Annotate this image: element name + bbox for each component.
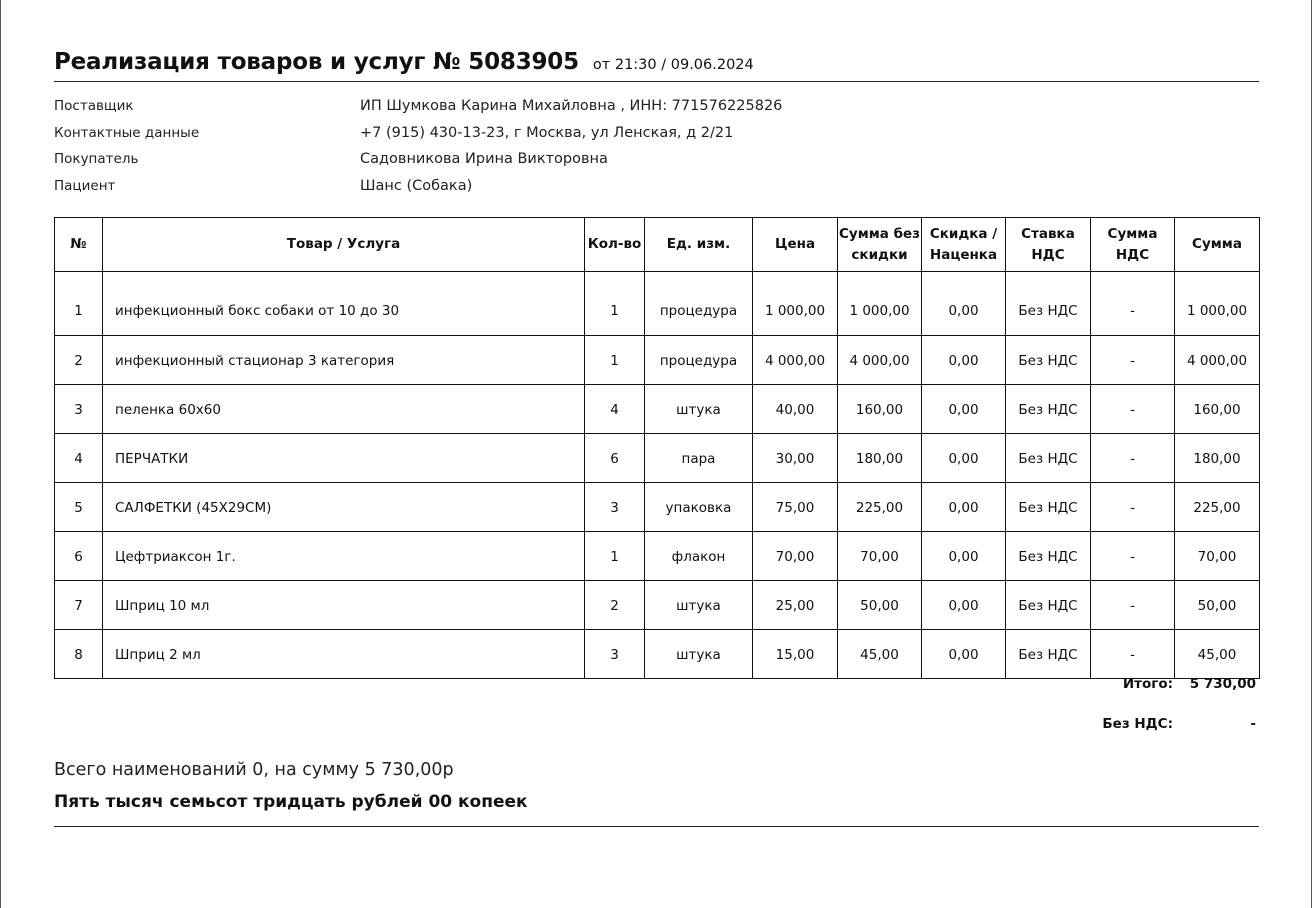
cell-price: 75,00 — [753, 483, 838, 532]
header-line: Сумма без — [838, 225, 920, 242]
cell-vat-sum: - — [1091, 272, 1175, 336]
cell-total: 4 000,00 — [1175, 336, 1260, 385]
cell-qty: 1 — [585, 336, 645, 385]
cell-name: Цефтриаксон 1г. — [103, 532, 585, 581]
document-date: от 21:30 / 09.06.2024 — [592, 57, 754, 73]
cell-total: 70,00 — [1175, 532, 1260, 581]
cell-unit: штука — [645, 581, 753, 630]
cell-vat-rate: Без НДС — [1006, 272, 1091, 336]
cell-vat-sum: - — [1091, 532, 1175, 581]
cell-sum-no-discount: 1 000,00 — [838, 272, 922, 336]
cell-unit: пара — [645, 434, 753, 483]
cell-vat-sum: - — [1091, 336, 1175, 385]
summary — [54, 760, 1259, 827]
table-header-row — [55, 218, 1260, 272]
cell-qty: 6 — [585, 434, 645, 483]
header-discount — [922, 218, 1006, 272]
header-vat-rate — [1006, 218, 1091, 272]
header-line: НДС — [1115, 246, 1150, 263]
cell-price: 40,00 — [753, 385, 838, 434]
total-label: Итого: — [1122, 676, 1173, 692]
cell-vat-sum: - — [1091, 385, 1175, 434]
cell-vat-rate: Без НДС — [1006, 336, 1091, 385]
table-row — [55, 336, 1260, 385]
cell-total: 180,00 — [1175, 434, 1260, 483]
table-row — [55, 630, 1260, 679]
cell-total: 160,00 — [1175, 385, 1260, 434]
cell-sum-no-discount: 160,00 — [838, 385, 922, 434]
document-info — [54, 98, 1259, 205]
cell-name: Шприц 10 мл — [103, 581, 585, 630]
cell-sum-no-discount: 50,00 — [838, 581, 922, 630]
info-row-patient — [54, 178, 1259, 205]
cell-vat-sum: - — [1091, 483, 1175, 532]
cell-sum-no-discount: 70,00 — [838, 532, 922, 581]
info-label: Контактные данные — [54, 124, 200, 141]
table-row — [55, 581, 1260, 630]
document-title: Реализация товаров и услуг № 5083905 — [54, 49, 579, 75]
header-line: НДС — [1031, 246, 1065, 263]
cell-total: 1 000,00 — [1175, 272, 1260, 336]
header-vat-sum — [1091, 218, 1175, 272]
cell-price: 15,00 — [753, 630, 838, 679]
header-qty: Кол-во — [585, 218, 645, 272]
cell-vat-sum: - — [1091, 581, 1175, 630]
cell-num: 5 — [55, 483, 103, 532]
cell-discount: 0,00 — [922, 434, 1006, 483]
table-row — [55, 483, 1260, 532]
cell-qty: 1 — [585, 272, 645, 336]
cell-num: 2 — [55, 336, 103, 385]
cell-discount: 0,00 — [922, 483, 1006, 532]
cell-name: Шприц 2 мл — [103, 630, 585, 679]
cell-unit: процедура — [645, 272, 753, 336]
header-price: Цена — [753, 218, 838, 272]
cell-num: 1 — [55, 272, 103, 336]
cell-name: инфекционный бокс собаки от 10 до 30 — [103, 272, 585, 336]
cell-unit: флакон — [645, 532, 753, 581]
cell-total: 50,00 — [1175, 581, 1260, 630]
cell-price: 4 000,00 — [753, 336, 838, 385]
cell-qty: 1 — [585, 532, 645, 581]
cell-num: 7 — [55, 581, 103, 630]
header-num: № — [55, 218, 103, 272]
cell-num: 6 — [55, 532, 103, 581]
info-value: Шанс (Собака) — [360, 178, 473, 195]
cell-discount: 0,00 — [922, 630, 1006, 679]
cell-unit: штука — [645, 385, 753, 434]
info-value: ИП Шумкова Карина Михайловна , ИНН: 771576225826 — [360, 98, 783, 114]
cell-vat-sum: - — [1091, 630, 1175, 679]
cell-price: 25,00 — [753, 581, 838, 630]
cell-qty: 3 — [585, 630, 645, 679]
cell-unit: процедура — [645, 336, 753, 385]
cell-vat-rate: Без НДС — [1006, 483, 1091, 532]
header-sum-no-discount — [838, 218, 922, 272]
header-line: Сумма — [1107, 225, 1158, 242]
table-row — [55, 272, 1260, 336]
info-value: Садовникова Ирина Викторовна — [360, 151, 608, 168]
document-header — [54, 49, 1259, 82]
cell-num: 3 — [55, 385, 103, 434]
cell-total: 225,00 — [1175, 483, 1260, 532]
cell-name: инфекционный стационар 3 категория — [103, 336, 585, 385]
cell-discount: 0,00 — [922, 272, 1006, 336]
header-unit: Ед. изм. — [645, 218, 753, 272]
cell-sum-no-discount: 180,00 — [838, 434, 922, 483]
cell-price: 1 000,00 — [753, 272, 838, 336]
header-line: Наценка — [929, 246, 998, 263]
cell-sum-no-discount: 45,00 — [838, 630, 922, 679]
info-value: +7 (915) 430-13-23, г Москва, ул Ленская, д 2/21 — [360, 124, 734, 141]
cell-vat-rate: Без НДС — [1006, 630, 1091, 679]
cell-vat-rate: Без НДС — [1006, 532, 1091, 581]
cell-num: 8 — [55, 630, 103, 679]
cell-discount: 0,00 — [922, 581, 1006, 630]
table-row — [55, 434, 1260, 483]
info-row-supplier — [54, 98, 1259, 125]
cell-name: САЛФЕТКИ (45X29CM) — [103, 483, 585, 532]
cell-name: пеленка 60x60 — [103, 385, 585, 434]
cell-price: 70,00 — [753, 532, 838, 581]
info-label: Покупатель — [54, 151, 139, 168]
cell-vat-sum: - — [1091, 434, 1175, 483]
header-total: Сумма — [1175, 218, 1260, 272]
table-row — [55, 385, 1260, 434]
cell-num: 4 — [55, 434, 103, 483]
summary-amount-words: Пять тысяч семьсот тридцать рублей 00 копеек — [54, 792, 528, 812]
cell-vat-rate: Без НДС — [1006, 434, 1091, 483]
info-label: Пациент — [54, 178, 116, 195]
header-line: Скидка / — [929, 225, 998, 242]
cell-vat-rate: Без НДС — [1006, 385, 1091, 434]
header-line: скидки — [851, 246, 908, 263]
cell-total: 45,00 — [1175, 630, 1260, 679]
cell-price: 30,00 — [753, 434, 838, 483]
total-value: 5 730,00 — [1189, 676, 1256, 692]
info-row-buyer — [54, 151, 1259, 178]
cell-sum-no-discount: 225,00 — [838, 483, 922, 532]
cell-discount: 0,00 — [922, 385, 1006, 434]
summary-count: Всего наименований 0, на сумму 5 730,00р — [54, 760, 454, 780]
header-name: Товар / Услуга — [103, 218, 585, 272]
cell-discount: 0,00 — [922, 336, 1006, 385]
vat-total-label: Без НДС: — [1102, 716, 1173, 732]
info-label: Поставщик — [54, 98, 134, 114]
cell-unit: упаковка — [645, 483, 753, 532]
cell-qty: 3 — [585, 483, 645, 532]
cell-qty: 2 — [585, 581, 645, 630]
header-line: Ставка — [1021, 225, 1075, 242]
vat-total-value: - — [1250, 716, 1256, 732]
table-row — [55, 532, 1260, 581]
cell-name: ПЕРЧАТКИ — [103, 434, 585, 483]
cell-qty: 4 — [585, 385, 645, 434]
cell-unit: штука — [645, 630, 753, 679]
items-table — [54, 217, 1260, 679]
info-row-contacts — [54, 125, 1259, 152]
cell-discount: 0,00 — [922, 532, 1006, 581]
cell-vat-rate: Без НДС — [1006, 581, 1091, 630]
cell-sum-no-discount: 4 000,00 — [838, 336, 922, 385]
